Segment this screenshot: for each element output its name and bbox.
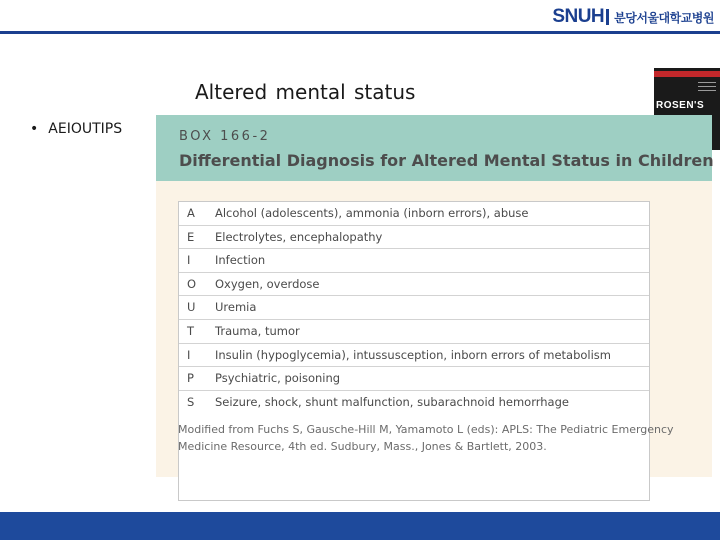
- row-letter: O: [187, 276, 197, 291]
- logo-hospital-name: 분당서울대학교병원: [614, 10, 714, 25]
- book-cover-line: [698, 86, 716, 87]
- box-header: [156, 115, 712, 181]
- bullet-dot: •: [30, 121, 39, 137]
- row-text: Uremia: [215, 300, 257, 315]
- book-cover-line: [698, 82, 716, 83]
- row-text: Seizure, shock, shunt malfunction, subarachnoid hemorrhage: [215, 394, 569, 409]
- row-text: Oxygen, overdose: [215, 276, 320, 291]
- book-cover-title: ROSEN'S: [656, 100, 705, 111]
- row-letter: E: [187, 229, 195, 244]
- logo-snuh-text: SNUH: [552, 6, 605, 27]
- row-letter: S: [187, 394, 195, 409]
- table-row: [179, 367, 649, 391]
- box-footnote: Modified from Fuchs S, Gausche-Hill M, Yamamoto L (eds): APLS: The Pediatric Emergency Medicine Resource, 4th ed. Sudbury, Mass., Jones & Bartlett, 2003.: [178, 423, 674, 453]
- row-letter: P: [187, 371, 194, 386]
- row-letter: I: [187, 253, 191, 268]
- table-row: [179, 202, 649, 226]
- slide-title: Altered mental status: [195, 80, 416, 104]
- row-text: Alcohol (adolescents), ammonia (inborn errors), abuse: [215, 206, 529, 220]
- table-row: [179, 296, 649, 320]
- logo-separator: [606, 9, 609, 25]
- bullet-text: AEIOUTIPS: [48, 121, 123, 137]
- row-text: Infection: [215, 253, 266, 268]
- row-text: Trauma, tumor: [215, 324, 300, 338]
- table-row: [179, 249, 649, 273]
- table-row: [179, 273, 649, 297]
- header-rule: [0, 31, 720, 34]
- row-letter: I: [187, 347, 191, 362]
- row-letter: T: [187, 324, 195, 338]
- bullet-item: [30, 121, 122, 137]
- table-row: [179, 320, 649, 344]
- book-cover-band: [654, 71, 720, 77]
- box-title: Differential Diagnosis for Altered Mental Status in Children: [179, 151, 714, 170]
- row-text: Psychiatric, poisoning: [215, 371, 341, 386]
- footer-bar: [0, 512, 720, 540]
- table-row: [179, 344, 649, 368]
- row-letter: A: [187, 206, 195, 220]
- table-row: [179, 226, 649, 250]
- book-cover-line: [698, 90, 716, 91]
- row-text: Electrolytes, encephalopathy: [215, 229, 383, 244]
- differential-diagnosis-box: [156, 115, 712, 477]
- mnemonic-table: [178, 201, 650, 501]
- hospital-logo: [552, 6, 714, 28]
- table-row: [179, 391, 649, 415]
- box-label: BOX 166-2: [179, 129, 271, 144]
- row-letter: U: [187, 300, 196, 315]
- row-text: Insulin (hypoglycemia), intussusception, inborn errors of metabolism: [215, 347, 612, 362]
